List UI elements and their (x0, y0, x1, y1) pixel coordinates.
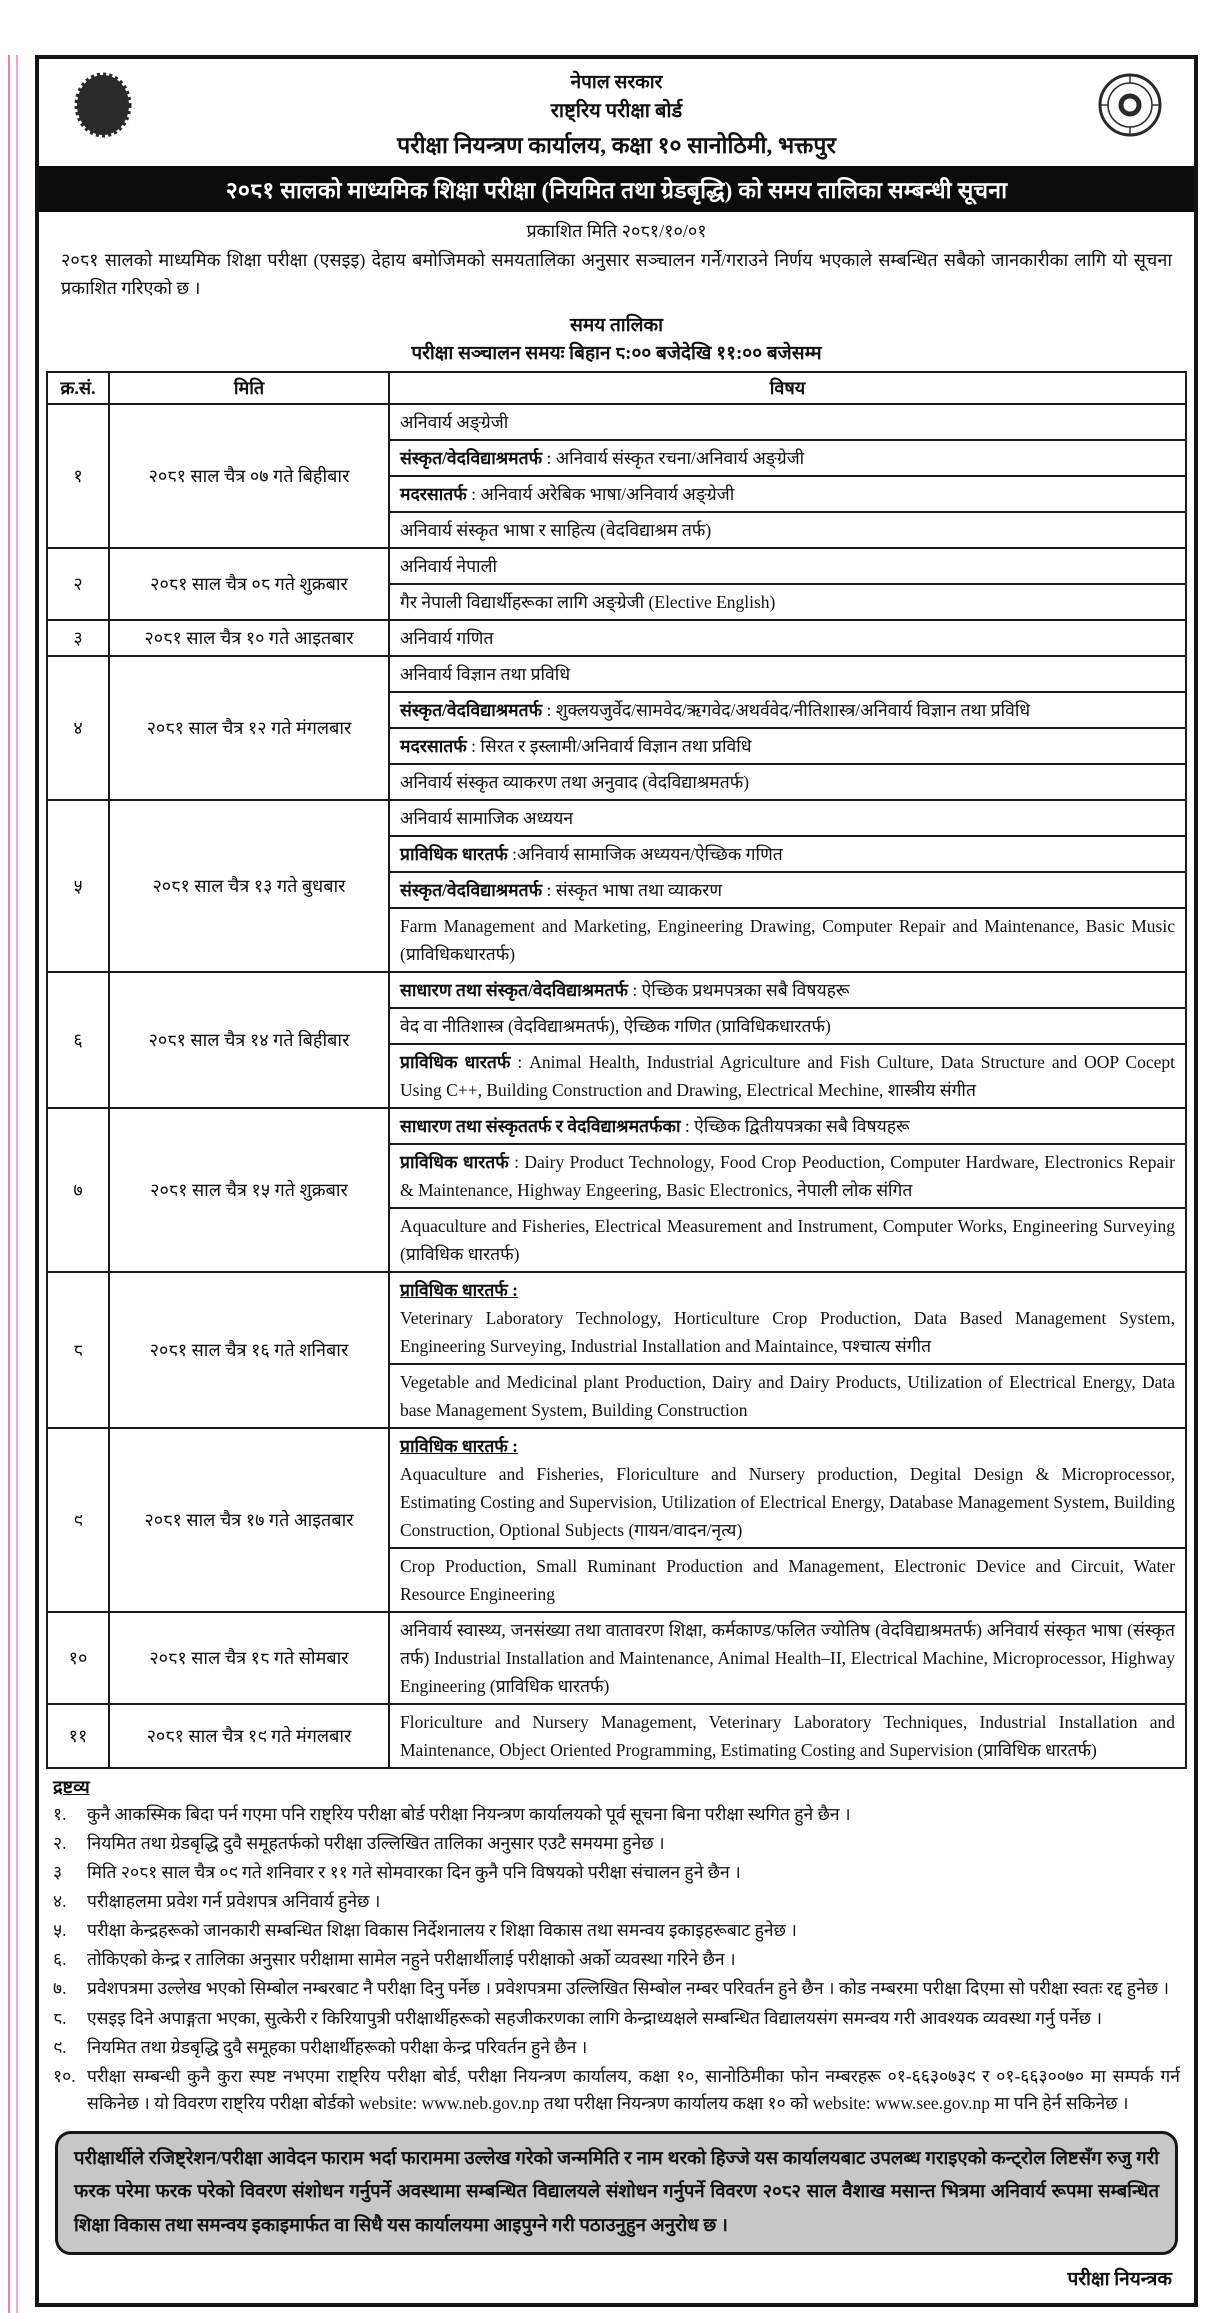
table-row (47, 1108, 1186, 1144)
note-text: मिति २०८१ साल चैत्र ०९ गते शनिवार र ११ गते सोमवारका दिन कुनै पनि विषयको परीक्षा संचालन हुने छैन । (87, 1861, 741, 1882)
note-item (53, 1917, 1180, 1944)
serial-number-cell: ३ (47, 620, 109, 656)
note-number: ६. (53, 1949, 67, 1970)
serial-number-cell: १० (47, 1612, 109, 1704)
subject-cell: अनिवार्य अङ्ग्रेजी (389, 404, 1186, 440)
subject-cell: Vegetable and Medicinal plant Production, Dairy and Dairy Products, Utilization of Electrical Energy, Data base Management System, Building Construction (389, 1364, 1186, 1428)
signature-exam-controller: परीक्षा नियन्त्रक (1067, 2268, 1172, 2290)
subject-cell: प्राविधिक धारतर्फ : Dairy Product Technology, Food Crop Peoduction, Computer Hardware, Electronics Repair & Maintenance, Highway Engeering, Basic Electronics, नेपाली लोक संगित (389, 1144, 1186, 1208)
notes-heading: द्रष्टव्य (53, 1776, 90, 1797)
serial-number-cell: ७ (47, 1108, 109, 1272)
subject-cell: मदरसातर्फ : सिरत र इस्लामी/अनिवार्य विज्ञान तथा प्रविधि (389, 728, 1186, 764)
note-number: ९. (53, 2036, 67, 2057)
subject-cell: प्राविधिक धारतर्फ : Animal Health, Industrial Agriculture and Fish Culture, Data Structure and OOP Cocept Using C++, Building Construction and Drawing, Electrical Mechine, शास्त्रीय संगीत (389, 1044, 1186, 1108)
note-item (53, 2034, 1180, 2061)
serial-number-cell: ४ (47, 656, 109, 800)
subject-cell: Floriculture and Nursery Management, Veterinary Laboratory Techniques, Industrial Installation and Maintenance, Object Oriented Programming, Estimating Costing and Supervision (प्राविधिक धारतर्फ) (389, 1704, 1186, 1768)
note-item (53, 1946, 1180, 1973)
serial-number-cell: ६ (47, 972, 109, 1108)
note-number: ३ (53, 1861, 63, 1882)
subject-cell: प्राविधिक धारतर्फ :अनिवार्य सामाजिक अध्ययन/ऐच्छिक गणित (389, 836, 1186, 872)
serial-number-cell: ११ (47, 1704, 109, 1768)
note-number: ५. (53, 1920, 67, 1941)
note-text: प्रवेशपत्रमा उल्लेख भएको सिम्बोल नम्बरबाट नै परीक्षा दिनु पर्नेछ । प्रवेशपत्रमा उल्लिखित सिम्बोल नम्बर परिवर्तन हुने छैन । कोड नम्बरमा परीक्षा दिएमा सो परीक्षा स्वतः रद्द हुनेछ । (87, 1978, 1170, 1999)
schedule-table-body (47, 404, 1186, 1768)
subject-cell: वेद वा नीतिशास्त्र (वेदविद्याश्रमतर्फ), ऐच्छिक गणित (प्राविधिकधारतर्फ) (389, 1008, 1186, 1044)
subject-cell: संस्कृत/वेदविद्याश्रमतर्फ : शुक्लयजुर्वेद/सामवेद/ऋगवेद/अथर्ववेद/नीतिशास्त्र/अनिवार्य विज्ञान तथा प्रविधि (389, 692, 1186, 728)
correction-notice-box: परीक्षार्थीले रजिष्ट्रेशन/परीक्षा आवेदन फाराम भर्दा फाराममा उल्लेख गरेको जन्ममिति र नाम थरको हिज्जे यस कार्यालयबाट उपलब्ध गराइएको कन्ट्रोल लिष्टसँग रुजु गरी फरक परेमा फरक परेको विवरण संशोधन गर्नुपर्ने अवस्थामा सम्बन्धित विद्यालयले संशोधन गर्नुपर्ने विवरण २०८२ साल वैशाख मसान्त भित्रमा अनिवार्य रूपमा सम्बन्धित शिक्षा विकास तथा समन्वय इकाइमार्फत वा सिधै यस कार्यालयमा आइपुग्ने गरी पठाउनुहुन अनुरोध छ । (55, 2131, 1178, 2255)
intro-paragraph: २०८१ सालको माध्यमिक शिक्षा परीक्षा (एसइइ) देहाय बमोजिमको समयतालिका अनुसार सञ्चालन गर्ने/गराउने निर्णय भएकाले सम्बन्धित सबैको जानकारीका लागि यो सूचना प्रकाशित गरिएको छ । (61, 249, 1172, 298)
exam-date-cell: २०८१ साल चैत्र १६ गते शनिबार (109, 1272, 389, 1428)
exam-date-cell: २०८१ साल चैत्र १९ गते मंगलबार (109, 1704, 389, 1768)
exam-date-cell: २०८१ साल चैत्र १८ गते सोमबार (109, 1612, 389, 1704)
note-number: १. (53, 1803, 67, 1824)
notice-sheet (35, 55, 1198, 2307)
note-text: नियमित तथा ग्रेडबृद्धि दुवै समूहतर्फको परीक्षा उल्लिखित तालिका अनुसार एउटै समयमा हुनेछ । (87, 1832, 665, 1853)
col-header-subject: विषय (389, 372, 1186, 404)
subject-cell: अनिवार्य विज्ञान तथा प्रविधि (389, 656, 1186, 692)
note-number: १०. (53, 2065, 76, 2086)
nepal-coat-of-arms-icon (67, 67, 139, 143)
serial-number-cell: १ (47, 404, 109, 548)
subject-cell: साधारण तथा संस्कृततर्फ र वेदविद्याश्रमतर्फका : ऐच्छिक द्वितीयपत्रका सबै विषयहरू (389, 1108, 1186, 1144)
table-row (47, 800, 1186, 836)
subject-cell: अनिवार्य स्वास्थ्य, जनसंख्या तथा वातावरण शिक्षा, कर्मकाण्ड/फलित ज्योतिष (वेदविद्याश्रमतर्फ) अनिवार्य संस्कृत भाषा (संस्कृत तर्फ) Industrial Installation and Maintenance, Animal Health–II, Electrical Machine, Microprocessor, Highway Engineering (प्राविधिक धारतर्फ) (389, 1612, 1186, 1704)
note-item (53, 1888, 1180, 1915)
note-text: एसइइ दिने अपाङ्गता भएका, सुत्केरी र किरियापुत्री परीक्षार्थीहरूको सहजीकरणका लागि केन्द्राध्यक्षले सम्बन्धित विद्यालयसंग समन्वय गरी आवश्यक व्यवस्था गर्नु पर्नेछ । (87, 2007, 1103, 2028)
note-number: ८. (53, 2007, 67, 2028)
note-item (53, 2005, 1180, 2032)
serial-number-cell: ९ (47, 1428, 109, 1612)
table-row (47, 1428, 1186, 1548)
note-item (53, 1830, 1180, 1857)
subject-cell: मदरसातर्फ : अनिवार्य अरेबिक भाषा/अनिवार्य अङ्ग्रेजी (389, 476, 1186, 512)
subject-cell: प्राविधिक धारतर्फ : Aquaculture and Fisheries, Floriculture and Nursery production, Degital Design & Microprocessor, Estimating Costing and Supervision, Utilization of Electrical Energy, Database Management System, Building Construction, Optional Subjects (गायन/वादन/नृत्य) (389, 1428, 1186, 1548)
table-row (47, 1272, 1186, 1364)
table-row (47, 404, 1186, 440)
subject-cell: अनिवार्य नेपाली (389, 548, 1186, 584)
table-row (47, 1612, 1186, 1704)
note-item (53, 1801, 1180, 1828)
note-text: परीक्षा सम्बन्धी कुनै कुरा स्पष्ट नभएमा राष्ट्रिय परीक्षा बोर्ड, परीक्षा नियन्त्रण कार्यालय, कक्षा १०, सानोठिमीका फोन नम्बरहरू ०१-६६३०७३९ र ०१-६६३००७० मा सम्पर्क गर्न सकिनेछ । यो विवरण राष्ट्रिय परीक्षा बोर्डको website: www.neb.gov.np तथा परीक्षा नियन्त्रण कार्यालय कक्षा १० को website: www.see.gov.np मा पनि हेर्न सकिनेछ । (87, 2065, 1180, 2113)
subject-cell: गैर नेपाली विद्यार्थीहरूका लागि अङ्ग्रेजी (Elective English) (389, 584, 1186, 620)
note-text: तोकिएको केन्द्र र तालिका अनुसार परीक्षामा सामेल नहुने परीक्षार्थीलाई परीक्षाको अर्को व्यवस्था गरिने छैन । (87, 1949, 736, 1970)
government-line: नेपाल सरकार (570, 72, 663, 93)
subject-cell: अनिवार्य गणित (389, 620, 1186, 656)
subject-cell: संस्कृत/वेदविद्याश्रमतर्फ : अनिवार्य संस्कृत रचना/अनिवार्य अङ्ग्रेजी (389, 440, 1186, 476)
col-header-serial: क्र.सं. (47, 372, 109, 404)
serial-number-cell: ५ (47, 800, 109, 972)
note-item (53, 1859, 1180, 1886)
table-row (47, 656, 1186, 692)
office-line: परीक्षा नियन्त्रण कार्यालय, कक्षा १० सानोठिमी, भक्तपुर (397, 132, 836, 158)
subject-cell: संस्कृत/वेदविद्याश्रमतर्फ : संस्कृत भाषा तथा व्याकरण (389, 872, 1186, 908)
published-date: प्रकाशित मिति २०८१/१०/०१ (526, 220, 707, 241)
neb-round-seal-icon (1094, 67, 1166, 143)
subject-cell: Crop Production, Small Ruminant Production and Management, Electronic Device and Circuit, Water Resource Engineering (389, 1548, 1186, 1612)
exam-date-cell: २०८१ साल चैत्र १० गते आइतबार (109, 620, 389, 656)
schedule-heading: समय तालिका (569, 314, 664, 336)
scan-artifact-line (16, 55, 18, 2313)
schedule-table (46, 371, 1187, 1769)
notes-section (53, 1775, 1180, 2117)
exam-date-cell: २०८१ साल चैत्र ०७ गते बिहीबार (109, 404, 389, 548)
note-text: नियमित तथा ग्रेडबृद्धि दुवै समूहका परीक्षार्थीहरूको परीक्षा केन्द्र परिवर्तन हुने छैन । (87, 2036, 588, 2057)
exam-date-cell: २०८१ साल चैत्र १५ गते शुक्रबार (109, 1108, 389, 1272)
notes-list (53, 1801, 1180, 2117)
exam-date-cell: २०८१ साल चैत्र १७ गते आइतबार (109, 1428, 389, 1612)
subject-cell-heading: प्राविधिक धारतर्फ : (400, 1435, 518, 1456)
subject-cell: साधारण तथा संस्कृत/वेदविद्याश्रमतर्फ : ऐच्छिक प्रथमपत्रका सबै विषयहरू (389, 972, 1186, 1008)
subject-cell: Farm Management and Marketing, Engineering Drawing, Computer Repair and Maintenance, Basic Music (प्राविधिकधारतर्फ) (389, 908, 1186, 972)
subject-cell-heading: प्राविधिक धारतर्फ : (400, 1279, 518, 1300)
table-header-row (47, 372, 1186, 404)
subject-cell: अनिवार्य संस्कृत व्याकरण तथा अनुवाद (वेदविद्याश्रमतर्फ) (389, 764, 1186, 800)
exam-date-cell: २०८१ साल चैत्र ०८ गते शुक्रबार (109, 548, 389, 620)
exam-date-cell: २०८१ साल चैत्र १२ गते मंगलबार (109, 656, 389, 800)
notice-title-banner: २०८१ सालको माध्यमिक शिक्षा परीक्षा (नियमित तथा ग्रेडबृद्धि) को समय तालिका सम्बन्धी सूचना (39, 166, 1194, 212)
subject-cell: अनिवार्य संस्कृत भाषा र साहित्य (वेदविद्याश्रम तर्फ) (389, 512, 1186, 548)
note-item (53, 2063, 1180, 2117)
table-row (47, 972, 1186, 1008)
board-line: राष्ट्रिय परीक्षा बोर्ड (550, 99, 683, 122)
table-row (47, 1704, 1186, 1768)
note-number: ४. (53, 1891, 67, 1912)
note-number: ७. (53, 1978, 67, 1999)
document-header (39, 59, 1194, 166)
table-row (47, 620, 1186, 656)
subject-cell: प्राविधिक धारतर्फ : Veterinary Laboratory Technology, Horticulture Crop Production, Data Based Management System, Engineering Surveying, Industrial Installation and Maintaince, पश्चात्य संगीत (389, 1272, 1186, 1364)
note-text: परीक्षाहलमा प्रवेश गर्न प्रवेशपत्र अनिवार्य हुनेछ । (87, 1891, 381, 1912)
header-text-block (139, 67, 1094, 162)
subject-cell: Aquaculture and Fisheries, Electrical Measurement and Instrument, Computer Works, Engineering Surveying (प्राविधिक धारतर्फ) (389, 1208, 1186, 1272)
exam-date-cell: २०८१ साल चैत्र १४ गते बिहीबार (109, 972, 389, 1108)
subject-cell: अनिवार्य सामाजिक अध्ययन (389, 800, 1186, 836)
serial-number-cell: ८ (47, 1272, 109, 1428)
note-item (53, 1975, 1180, 2002)
exam-date-cell: २०८१ साल चैत्र १३ गते बुधबार (109, 800, 389, 972)
table-row (47, 548, 1186, 584)
schedule-time-line: परीक्षा सञ्चालन समयः बिहान ८:०० बजेदेखि ११:०० बजेसम्म (411, 342, 822, 364)
note-text: परीक्षा केन्द्रहरूको जानकारी सम्बन्धित शिक्षा विकास निर्देशनालय र शिक्षा विकास तथा समन्वय इकाइहरूबाट हुनेछ । (87, 1920, 797, 1941)
col-header-date: मिति (109, 372, 389, 404)
note-text: कुनै आकस्मिक बिदा पर्न गएमा पनि राष्ट्रिय परीक्षा बोर्ड परीक्षा नियन्त्रण कार्यालयको पूर्व सूचना बिना परीक्षा स्थगित हुने छैन । (87, 1803, 851, 1824)
scan-artifact-line (8, 55, 10, 2313)
document-page (0, 55, 1230, 2313)
serial-number-cell: २ (47, 548, 109, 620)
note-number: २. (53, 1832, 67, 1853)
